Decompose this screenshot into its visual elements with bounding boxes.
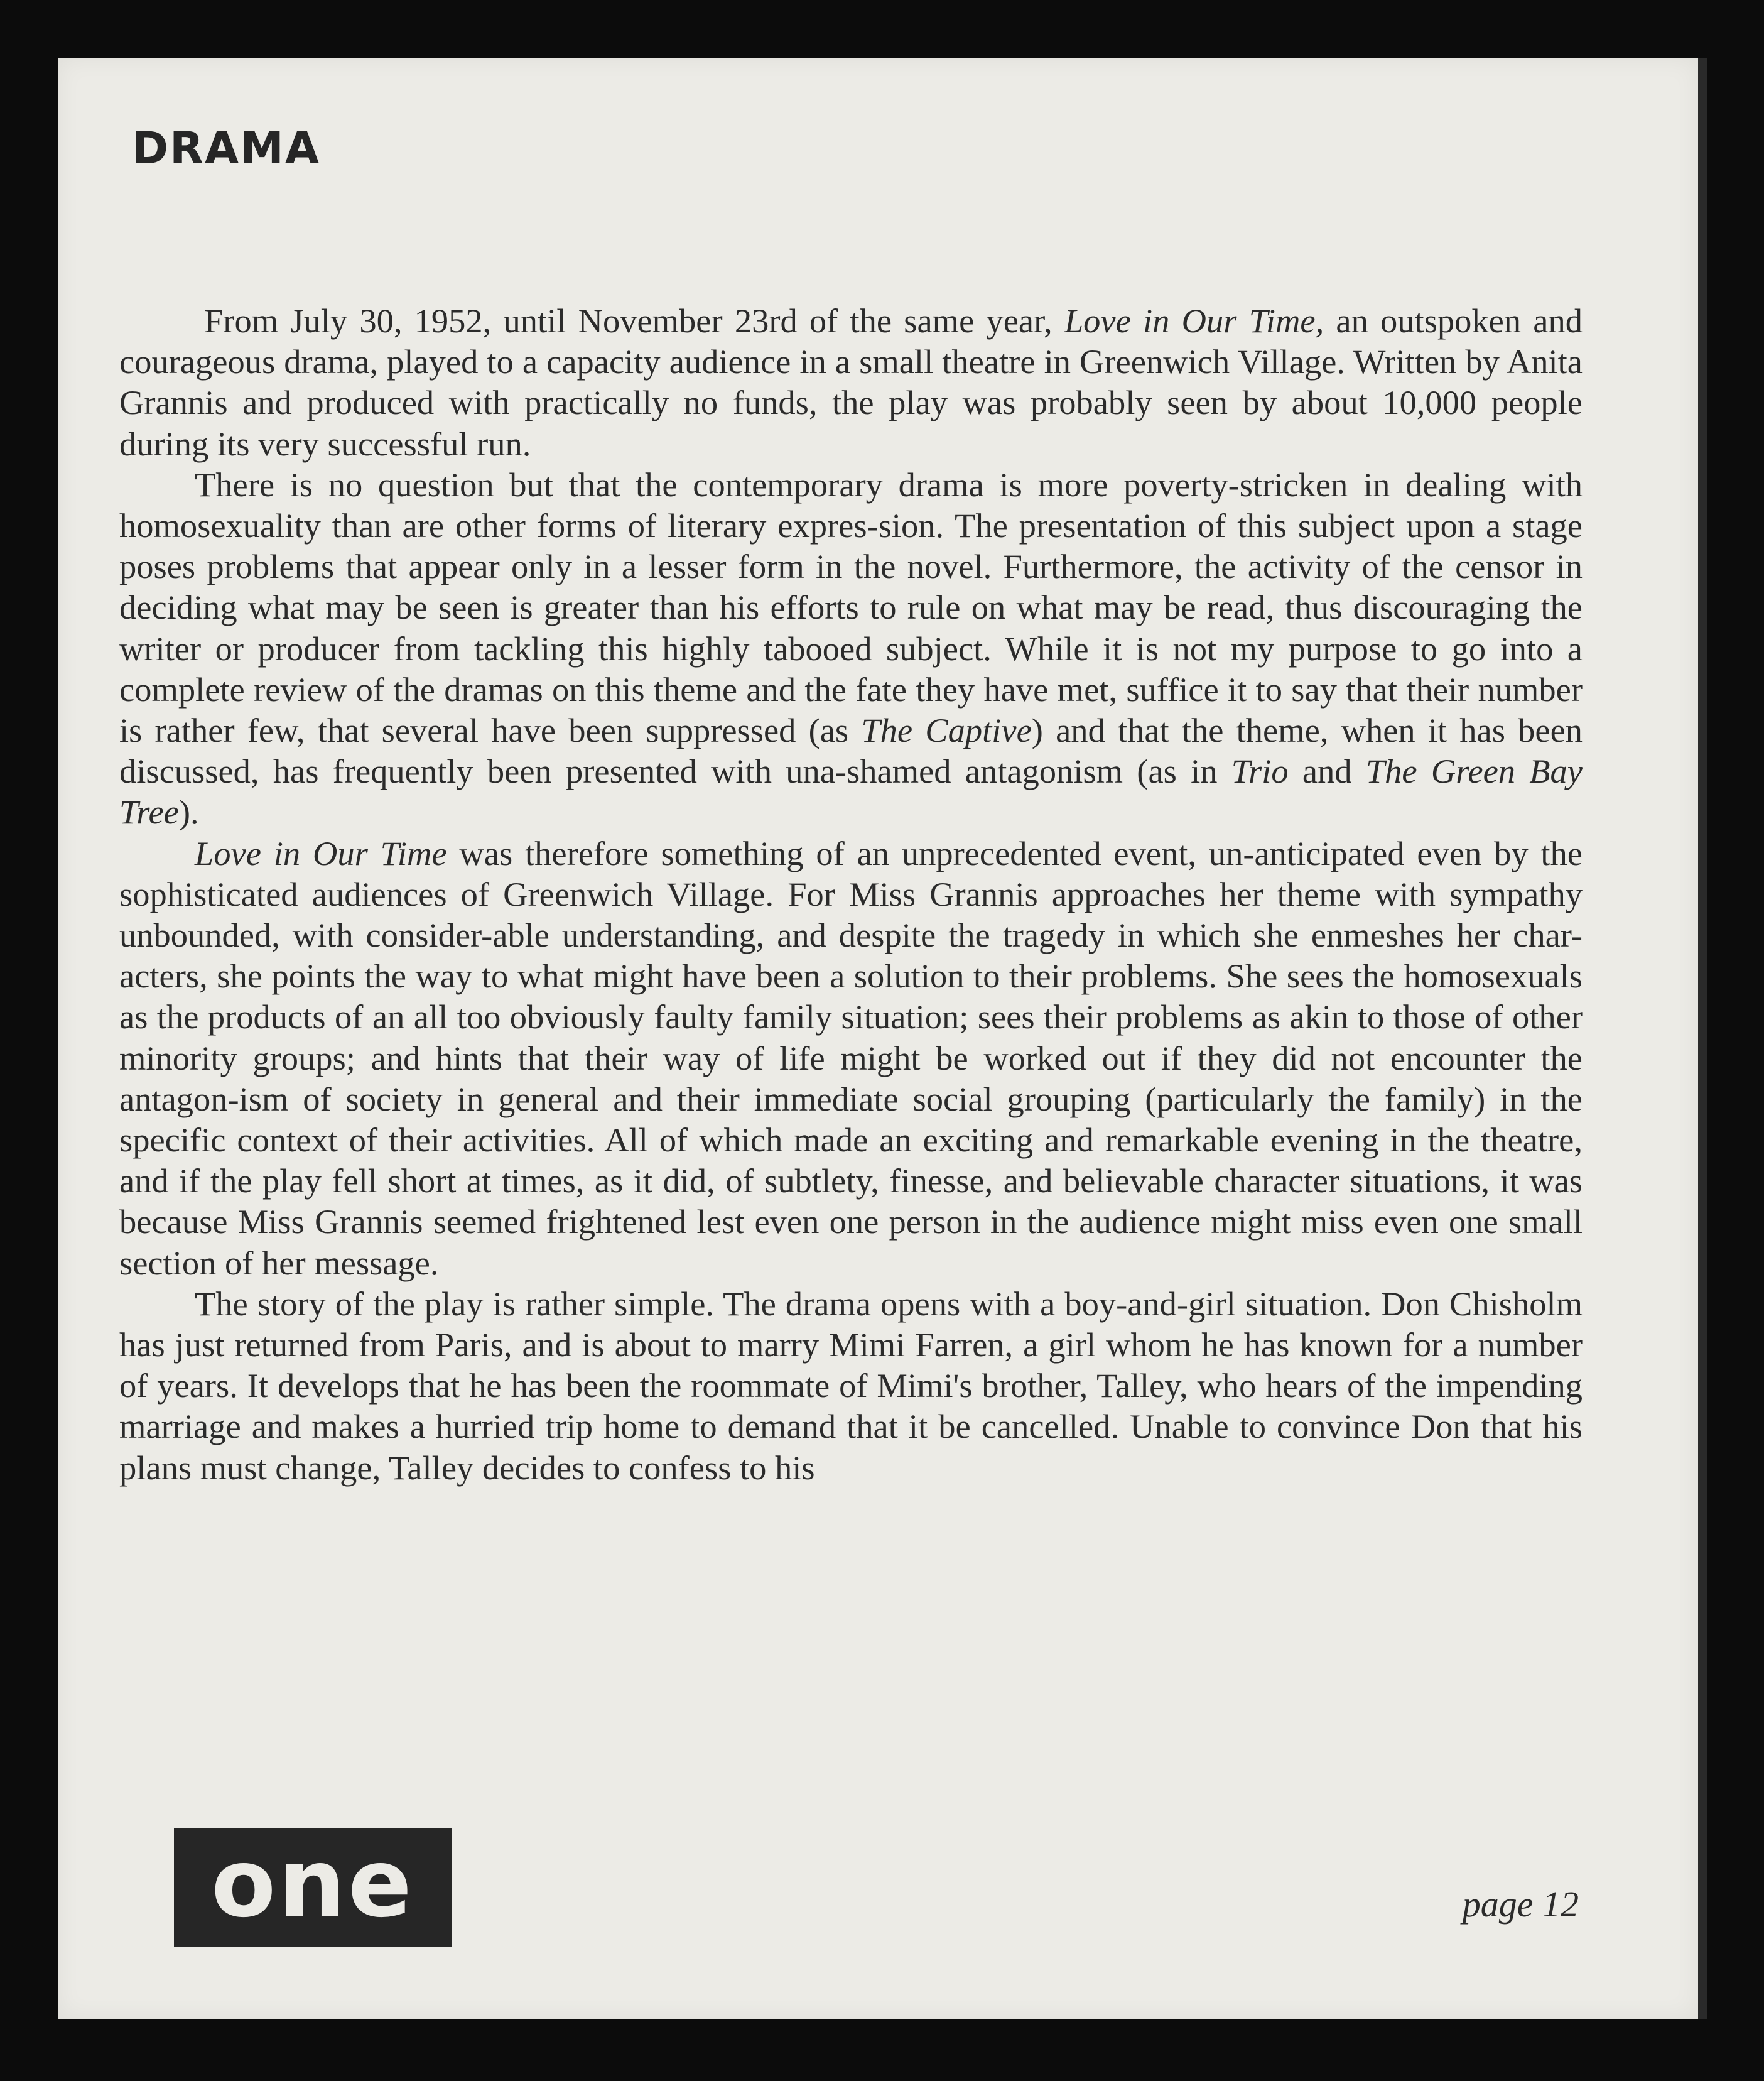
italic-title: The Captive xyxy=(861,711,1032,750)
italic-title: Love in Our Time, xyxy=(1064,302,1324,340)
text-run: was therefore something of an unprecedented event, un-anticipated even by the sophisticated audiences of Greenwich Village. For Miss Grannis approaches her theme with sympathy unbounded, with consider-able understanding, and despite the tragedy in which she enmeshes her char-acters, she points the way to what might have been a solution to their problems. She sees the homosexuals as the products of an all too obviously faulty family situation; sees their problems as akin to those of other minority groups; and hints that their way of life might be worked out if they did not encounter the antagon-ism of society in general and their immediate social grouping (particularly the family) in the specific context of their activities. All of which made an exciting and remarkable evening in the theatre, and if the play fell short at times, as it did, of subtlety, finesse, and believable character situations, it was because Miss Grannis seemed frightened lest even one person in the audience might miss even one small section of her message. xyxy=(119,834,1583,1282)
italic-title: Love in Our Time xyxy=(195,834,447,872)
paragraph-4 xyxy=(119,1283,1583,1488)
text-run: There is no question but that the contemporary drama is more poverty-stricken in dealing with homosexuality than are other forms of literary expres-sion. The presentation of this subject upon a stage poses problems that appear only in a lesser form in the novel. Furthermore, the activity of the censor in deciding what may be seen is greater than his efforts to rule on what may be read, thus discouraging the writer or producer from tackling this highly tabooed subject. While it is not my purpose to go into a complete review of the dramas on this theme and the fate they have met, suffice it to say that their number is rather few, that several have been suppressed (as xyxy=(119,465,1583,750)
text-run: and xyxy=(1288,752,1366,791)
text-run: ). xyxy=(178,793,199,832)
paragraph-3 xyxy=(119,833,1583,1283)
text-run: From July 30, 1952, until November 23rd of the same year, xyxy=(204,302,1064,340)
section-heading: DRAMA xyxy=(132,122,321,174)
text-run: The story of the play is rather simple. The drama opens with a boy-and-girl situation. Don Chisholm has just returned from Paris, and is about to marry Mimi Farren, a girl whom he has known for a number of years. It develops that he has been the roommate of Mimi's brother, Talley, who hears of the impending marriage and makes a hurried trip home to demand that it be cancelled. Unable to convince Don that his plans must change, Talley decides to confess to his xyxy=(119,1284,1583,1487)
italic-title: Trio xyxy=(1231,752,1289,791)
text-run: ) and that the theme, when it has been discussed, has frequently been presented with una-shamed antagonism (as in xyxy=(119,711,1583,791)
italic-title: The Green Bay Tree xyxy=(119,752,1583,832)
one-magazine-logo xyxy=(174,1828,452,1947)
paragraph-2 xyxy=(119,464,1583,833)
page-edge xyxy=(1698,58,1707,2019)
text-run: an outspoken and courageous drama, played to a capacity audience in a small theatre in Greenwich Village. Written by Anita Grannis and produced with practically no funds, the play was probably seen by about 10,000 people during its very successful run. xyxy=(119,302,1583,463)
article-body xyxy=(119,300,1583,1811)
logo-text: one xyxy=(211,1829,414,1938)
page-number: page 12 xyxy=(1462,1884,1579,1925)
paragraph-1 xyxy=(119,300,1583,464)
